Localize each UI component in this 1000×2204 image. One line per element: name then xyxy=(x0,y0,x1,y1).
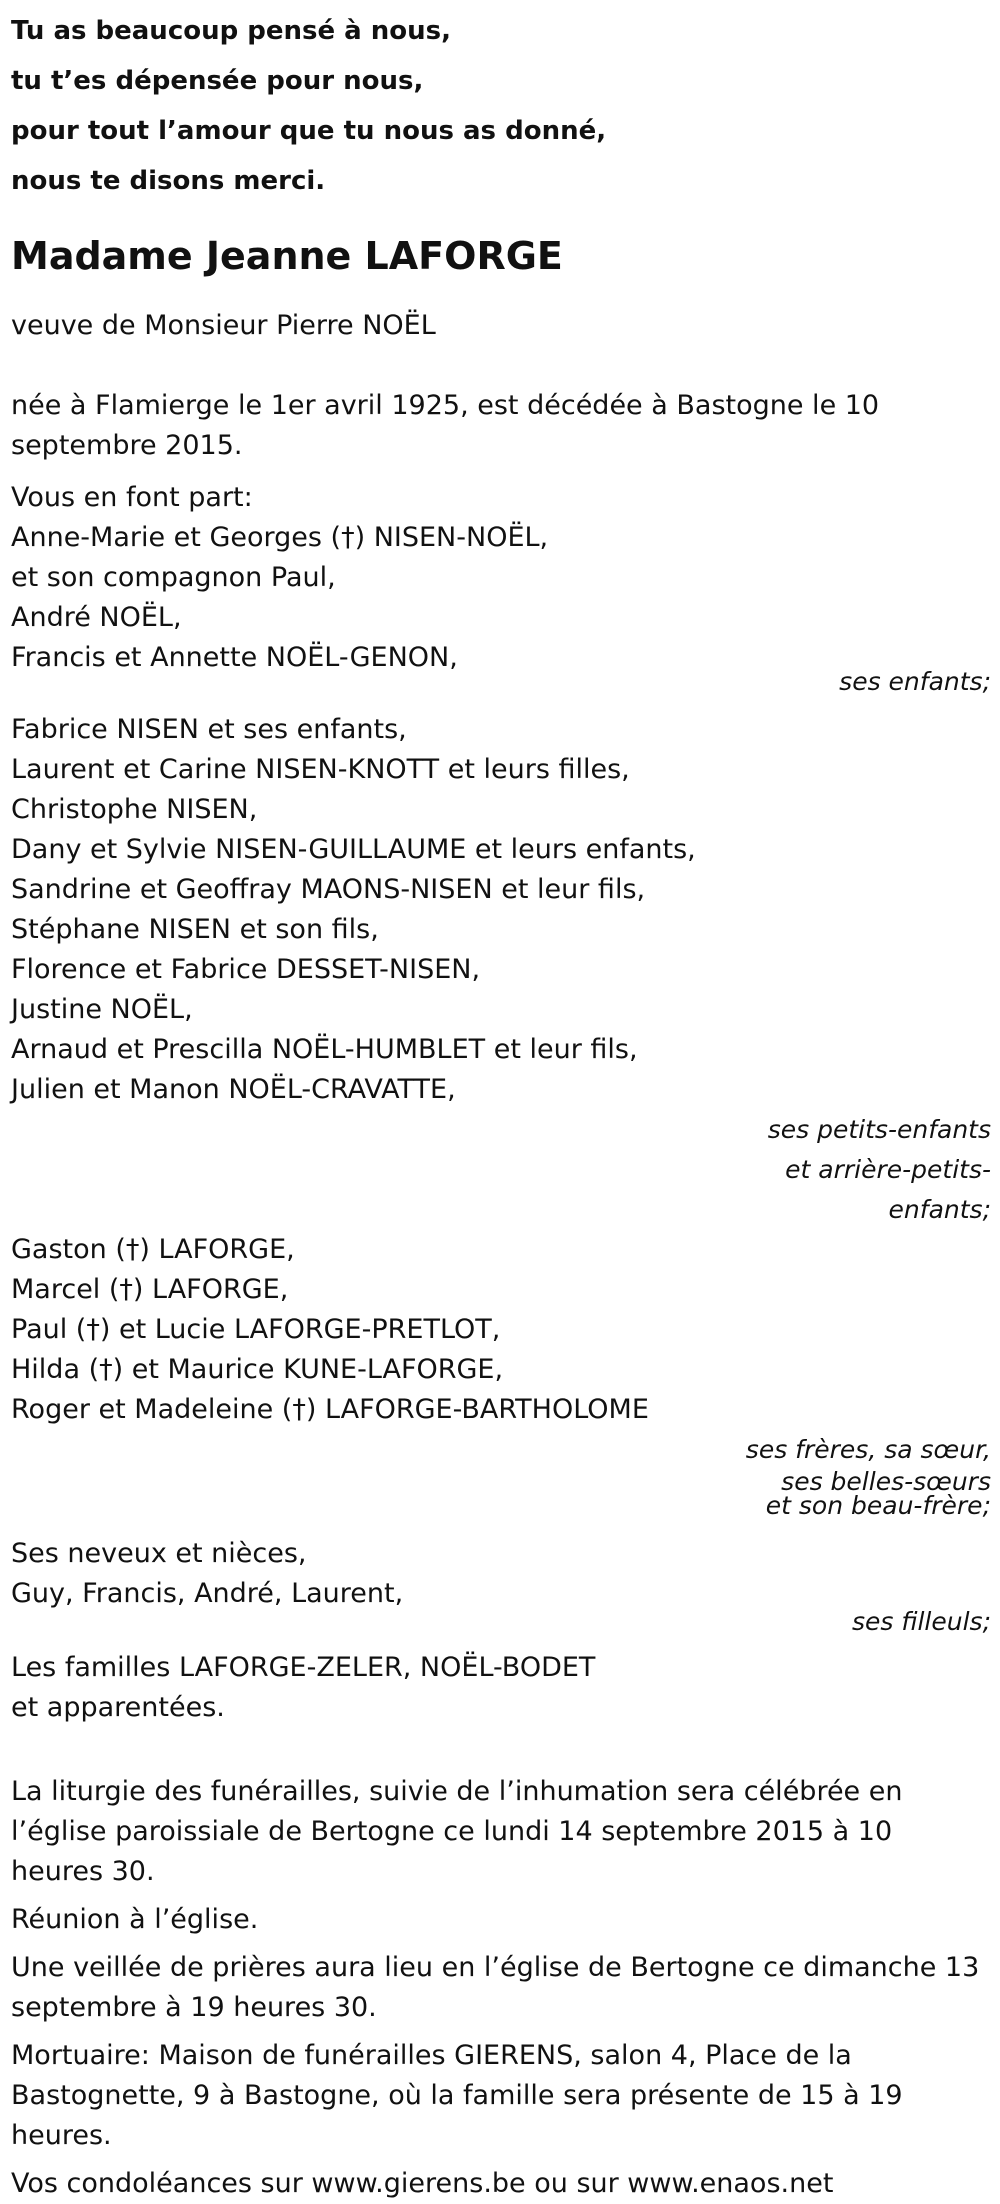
list-item: Stéphane NISEN et son fils, xyxy=(11,914,379,945)
list-item: Francis et Annette NOËL-GENON, xyxy=(11,642,458,673)
poem-line: pour tout l’amour que tu nous as donné, xyxy=(11,116,607,146)
obituary-page xyxy=(11,0,993,2204)
godchildren-role: ses filleuls; xyxy=(851,1607,991,1636)
siblings-list xyxy=(11,1230,993,1430)
meeting-text: Réunion à l’église. xyxy=(11,1904,259,1935)
role-line: et arrière-petits- xyxy=(785,1155,991,1184)
spouse-line: veuve de Monsieur Pierre NOËL xyxy=(11,310,436,341)
list-item: André NOËL, xyxy=(11,602,182,633)
birth-death-dates: née à Flamierge le 1er avril 1925, est décédée à Bastogne le 10 septembre 2015. xyxy=(11,390,880,461)
list-item: Laurent et Carine NISEN-KNOTT et leurs filles, xyxy=(11,754,630,785)
role-line: ses frères, sa sœur, xyxy=(745,1435,991,1464)
deceased-name: Madame Jeanne LAFORGE xyxy=(11,234,563,278)
list-item: Paul (†) et Lucie LAFORGE-PRETLOT, xyxy=(11,1314,501,1345)
list-item: Hilda (†) et Maurice KUNE-LAFORGE, xyxy=(11,1354,504,1385)
list-item: Anne-Marie et Georges (†) NISEN-NOËL, xyxy=(11,522,549,553)
list-item: Julien et Manon NOËL-CRAVATTE, xyxy=(11,1074,456,1105)
role-line: ses petits-enfants xyxy=(767,1115,991,1144)
grandchildren-role xyxy=(11,1110,993,1230)
list-item: Arnaud et Prescilla NOËL-HUMBLET et leur fils, xyxy=(11,1034,638,1065)
list-item: Les familles LAFORGE-ZELER, NOËL-BODET xyxy=(11,1652,596,1683)
list-item: Christophe NISEN, xyxy=(11,794,258,825)
role-line: et son beau-frère; xyxy=(765,1491,991,1520)
role-line: ses belles-sœurs xyxy=(781,1467,991,1496)
siblings-role xyxy=(11,1430,993,1518)
poem-line: Tu as beaucoup pensé à nous, xyxy=(11,16,452,46)
list-item: Marcel (†) LAFORGE, xyxy=(11,1274,289,1305)
vigil-text: Une veillée de prières aura lieu en l’église de Bertogne ce dimanche 13 septembre à 19 heures 30. xyxy=(11,1952,980,2023)
list-item: Roger et Madeleine (†) LAFORGE-BARTHOLOME xyxy=(11,1394,649,1425)
list-item: et son compagnon Paul, xyxy=(11,562,336,593)
list-item: Ses neveux et nièces, xyxy=(11,1538,307,1569)
announcement-intro: Vous en font part: xyxy=(11,482,253,513)
grandchildren-list xyxy=(11,710,993,1110)
condolences-text: Vos condoléances sur www.gierens.be ou sur www.enaos.net xyxy=(11,2168,834,2199)
list-item: Florence et Fabrice DESSET-NISEN, xyxy=(11,954,481,985)
list-item: Fabrice NISEN et ses enfants, xyxy=(11,714,407,745)
list-item: Gaston (†) LAFORGE, xyxy=(11,1234,295,1265)
liturgy-text: La liturgie des funérailles, suivie de l’inhumation sera célébrée en l’église paroissiale de Bertogne ce lundi 14 septembre 2015 à 10 heures 30. xyxy=(11,1776,903,1887)
children-role: ses enfants; xyxy=(839,667,991,696)
children-list xyxy=(11,518,993,678)
mortuary-text: Mortuaire: Maison de funérailles GIERENS, salon 4, Place de la Bastognette, 9 à Bastogne, où la famille sera présente de 15 à 19 heures. xyxy=(11,2040,903,2151)
families-list xyxy=(11,1648,993,1728)
list-item: Guy, Francis, André, Laurent, xyxy=(11,1578,404,1609)
list-item: Sandrine et Geoffray MAONS-NISEN et leur fils, xyxy=(11,874,646,905)
poem xyxy=(11,6,993,206)
list-item: et apparentées. xyxy=(11,1692,225,1723)
list-item: Justine NOËL, xyxy=(11,994,193,1025)
poem-line: nous te disons merci. xyxy=(11,166,326,196)
role-line: enfants; xyxy=(888,1195,991,1224)
list-item: Dany et Sylvie NISEN-GUILLAUME et leurs enfants, xyxy=(11,834,696,865)
poem-line: tu t’es dépensée pour nous, xyxy=(11,66,424,96)
